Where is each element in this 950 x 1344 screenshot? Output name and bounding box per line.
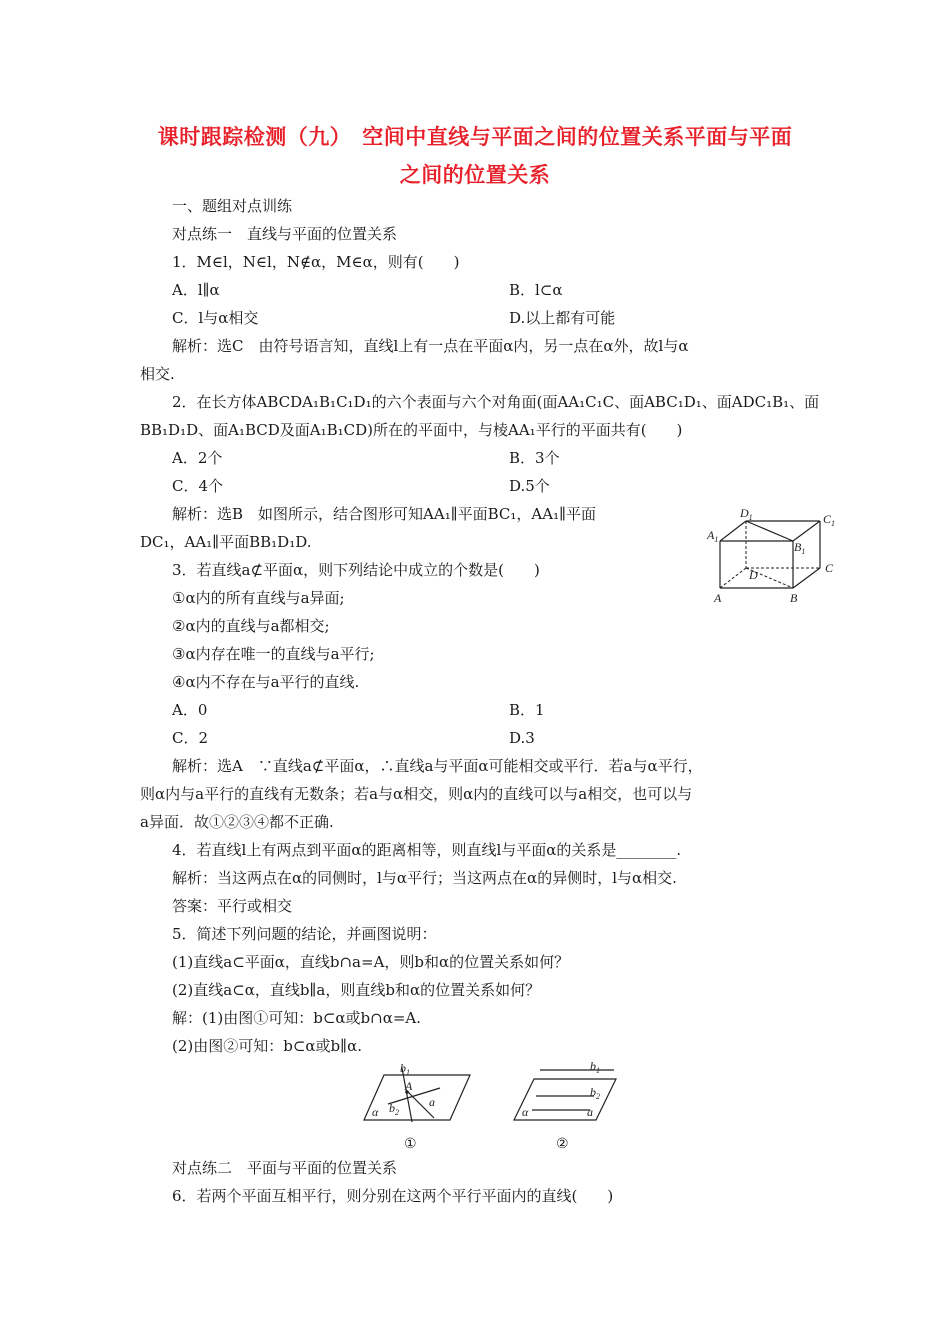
- q3-statement-1: ①α内的所有直线与a异面;: [172, 589, 345, 607]
- q6-stem: 6．若两个平面互相平行，则分别在这两个平行平面内的直线( ): [172, 1187, 614, 1205]
- doc-title-line1: 课时跟踪检测（九） 空间中直线与平面之间的位置关系平面与平面: [157, 125, 793, 149]
- label-b: B: [790, 591, 798, 605]
- label-a1: A: [707, 528, 715, 542]
- q3-stem: 3．若直线a⊄平面α，则下列结论中成立的个数是( ): [172, 561, 540, 579]
- q5-sub-2: (2)直线a⊂α，直线b∥a，则直线b和α的位置关系如何？: [172, 981, 541, 999]
- label-c1: C: [823, 512, 832, 526]
- label-c: C: [825, 561, 834, 575]
- q3-option-d: D.3: [509, 729, 535, 747]
- q1-analysis-1: 解析：选C 由符号语言知，直线l上有一点在平面α内，另一点在α外，故l与α: [172, 337, 689, 355]
- q3-option-a: A．0: [172, 701, 208, 719]
- q2-stem-2: BB₁D₁D、面A₁BCD及面A₁B₁CD)所在的平面中，与棱AA₁平行的平面共有( ): [140, 421, 683, 439]
- q2-analysis-1: 解析：选B 如图所示，结合图形可知AA₁∥平面BC₁，AA₁∥平面: [172, 505, 597, 523]
- f2-label-a: a: [587, 1105, 593, 1119]
- q2-analysis-2: DC₁，AA₁∥平面BB₁D₁D.: [140, 533, 312, 551]
- label-d1: D: [740, 506, 749, 520]
- f1-label-b1: b: [400, 1061, 406, 1075]
- label-a: A: [714, 591, 722, 605]
- svg-text:b1: $b_1$: [590, 1060, 600, 1075]
- f2-label-b2: b: [590, 1085, 596, 1099]
- q2-stem-1: 2．在长方体ABCDA₁B₁C₁D₁的六个表面与六个对角面(面AA₁C₁C、面ABC₁D₁、面ADC₁B₁、面: [172, 393, 820, 411]
- svg-text:b2: $b_2$: [590, 1085, 600, 1101]
- q1-option-b: B．l⊂α: [509, 281, 563, 299]
- q5-sub-1: (1)直线a⊂平面α，直线b∩a=A，则b和α的位置关系如何？: [172, 953, 570, 971]
- q1-stem: 1．M∈l，N∈l，N∉α，M∈α，则有( ): [172, 253, 460, 271]
- q3-analysis-1: 解析：选A ∵直线a⊄平面α，∴直线a与平面α可能相交或平行．若a与α平行，: [172, 757, 703, 775]
- q3-analysis-2: 则α内与a平行的直线有无数条；若a与α相交，则α内的直线可以与a相交，也可以与: [140, 785, 693, 803]
- f1-label-a-point: A: [405, 1079, 413, 1093]
- q1-option-d: D.以上都有可能: [509, 309, 616, 327]
- doc-title-line2: 之间的位置关系: [399, 163, 551, 187]
- q2-option-d: D.5个: [509, 477, 550, 495]
- svg-text:C1: $C_1$: [823, 512, 836, 528]
- figure-1-caption: ①: [404, 1137, 417, 1152]
- part-heading-2: 对点练二 平面与平面的位置关系: [172, 1159, 398, 1177]
- q3-statement-3: ③α内存在唯一的直线与a平行;: [172, 645, 375, 663]
- svg-text:b2: $b_2$: [389, 1101, 399, 1117]
- section-heading: 一、题组对点训练: [172, 197, 293, 215]
- f1-label-alpha: α: [372, 1105, 379, 1119]
- f2-label-alpha: α: [522, 1105, 529, 1119]
- q4-analysis: 解析：当这两点在α的同侧时，l与α平行；当这两点在α的异侧时，l与α相交.: [172, 869, 677, 887]
- f1-label-a-line: a: [429, 1095, 435, 1109]
- q5-solution-2: (2)由图②可知：b⊂α或b∥α.: [172, 1037, 362, 1055]
- label-b1: B: [794, 540, 802, 554]
- q1-analysis-2: 相交.: [140, 365, 175, 383]
- figure-2: [510, 1060, 630, 1156]
- q2-option-b: B．3个: [509, 449, 560, 467]
- label-d1-sub: 1: [748, 513, 753, 522]
- q5-solution-1: 解：(1)由图①可知：b⊂α或b∩α=A.: [172, 1009, 422, 1027]
- q5-stem: 5．简述下列问题的结论，并画图说明：: [172, 925, 437, 943]
- q2-option-c: C．4个: [172, 477, 224, 495]
- q3-statement-2: ②α内的直线与a都相交;: [172, 617, 330, 635]
- q4-stem: 4．若直线l上有两点到平面α的距离相等，则直线l与平面α的关系是________.: [172, 841, 682, 859]
- f1-label-b2: b: [389, 1101, 395, 1115]
- q4-answer: 答案：平行或相交: [172, 897, 293, 915]
- svg-text:A1: $A_1$: [707, 528, 719, 544]
- cuboid-figure: [706, 506, 846, 606]
- q3-analysis-3: a异面．故①②③④都不正确.: [140, 813, 334, 831]
- svg-text:B1: $B_1$: [794, 540, 806, 556]
- q3-statement-4: ④α内不存在与a平行的直线.: [172, 673, 360, 691]
- f2-label-b1: b: [590, 1060, 596, 1073]
- q1-option-c: C．l与α相交: [172, 309, 259, 327]
- figure-2-caption: ②: [556, 1137, 569, 1152]
- svg-text:D1: [739, 506, 753, 522]
- q2-option-a: A．2个: [172, 449, 223, 467]
- part-heading-1: 对点练一 直线与平面的位置关系: [172, 225, 398, 243]
- q1-option-a: A．l∥α: [172, 281, 220, 299]
- q3-option-c: C．2: [172, 729, 209, 747]
- q3-option-b: B．1: [509, 701, 545, 719]
- svg-text:b1: $b_1$: [400, 1061, 410, 1077]
- label-d: D: [749, 568, 758, 582]
- figure-1: [362, 1060, 482, 1156]
